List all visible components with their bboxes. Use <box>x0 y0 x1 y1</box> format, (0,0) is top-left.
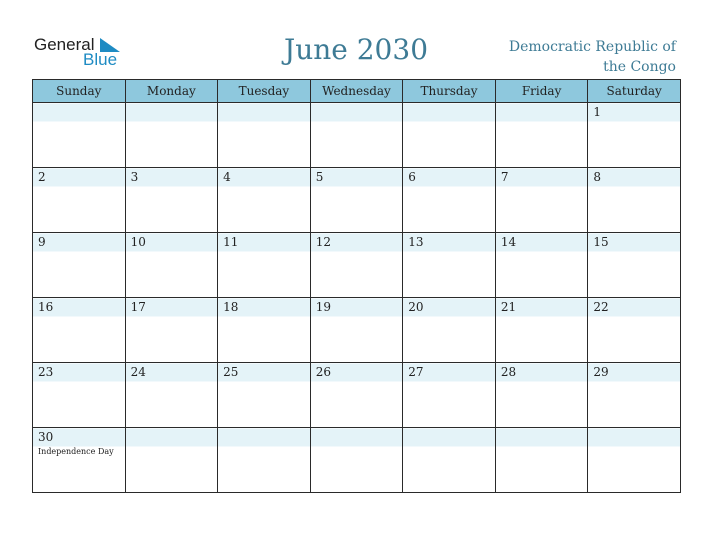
day-number: 6 <box>408 170 416 184</box>
day-cell <box>218 363 311 428</box>
day-number: 2 <box>38 170 46 184</box>
day-number <box>311 103 403 105</box>
day-number: 25 <box>223 365 239 379</box>
day-cell <box>218 428 311 493</box>
day-number: 27 <box>408 365 424 379</box>
weekday-header: Saturday <box>588 80 681 103</box>
day-number: 11 <box>223 235 239 249</box>
day-cell <box>588 103 681 168</box>
day-number: 4 <box>223 170 231 184</box>
day-cell <box>33 233 126 298</box>
weekday-header-row <box>33 80 681 103</box>
country-line-2: the Congo <box>603 59 676 75</box>
day-number: 16 <box>38 300 54 314</box>
day-cell <box>495 428 588 493</box>
day-cell <box>495 363 588 428</box>
day-number <box>218 428 310 430</box>
weekday-header: Wednesday <box>310 80 403 103</box>
day-number: 17 <box>130 300 146 314</box>
day-number: 7 <box>500 170 509 184</box>
day-cell <box>125 428 218 493</box>
day-cell <box>125 168 218 233</box>
day-cell <box>310 428 403 493</box>
day-number: 12 <box>315 235 331 249</box>
day-number: 18 <box>223 300 239 314</box>
day-number: 13 <box>408 235 424 249</box>
day-number <box>588 428 680 430</box>
week-row <box>33 428 681 493</box>
day-cell <box>588 363 681 428</box>
week-row <box>33 298 681 363</box>
day-number: 30 <box>38 430 54 444</box>
day-number: 5 <box>315 170 324 184</box>
day-number: 19 <box>315 300 331 314</box>
weekday-header: Sunday <box>33 80 126 103</box>
week-row <box>33 168 681 233</box>
day-cell <box>310 298 403 363</box>
day-cell <box>403 363 496 428</box>
generalblue-logo <box>34 36 124 70</box>
week-row <box>33 103 681 168</box>
day-number <box>33 103 125 105</box>
day-number <box>496 428 588 430</box>
day-number: 1 <box>593 105 602 119</box>
day-cell <box>218 103 311 168</box>
day-number: 23 <box>38 365 54 379</box>
day-cell <box>588 298 681 363</box>
day-cell <box>33 103 126 168</box>
day-number: 10 <box>130 235 146 249</box>
day-cell <box>403 233 496 298</box>
day-cell <box>403 428 496 493</box>
country-line-1: Democratic Republic of <box>508 39 676 55</box>
day-cell <box>125 363 218 428</box>
day-number: 21 <box>500 300 517 314</box>
day-cell <box>218 168 311 233</box>
day-number <box>126 428 218 430</box>
day-number: 24 <box>130 365 146 379</box>
weekday-header: Monday <box>125 80 218 103</box>
day-cell <box>495 233 588 298</box>
day-number: 29 <box>593 365 609 379</box>
day-cell <box>218 233 311 298</box>
day-cell <box>588 168 681 233</box>
day-number <box>311 428 403 430</box>
weekday-header: Friday <box>495 80 588 103</box>
day-cell <box>125 233 218 298</box>
day-number: 15 <box>593 235 609 249</box>
weekday-header: Thursday <box>403 80 496 103</box>
day-number: 26 <box>315 365 331 379</box>
week-row <box>33 233 681 298</box>
day-cell <box>495 298 588 363</box>
logo-text-general: General <box>34 35 95 54</box>
day-cell <box>588 233 681 298</box>
day-cell <box>403 168 496 233</box>
day-cell <box>403 298 496 363</box>
day-number: 3 <box>130 170 139 184</box>
week-row <box>33 363 681 428</box>
calendar-grid <box>32 79 681 493</box>
day-cell <box>33 428 126 493</box>
day-cell <box>218 298 311 363</box>
day-number <box>403 103 495 105</box>
day-number: 22 <box>593 300 609 314</box>
day-cell <box>403 103 496 168</box>
day-number <box>126 103 218 105</box>
day-cell <box>310 168 403 233</box>
day-cell <box>125 298 218 363</box>
day-cell <box>310 363 403 428</box>
day-cell <box>33 168 126 233</box>
day-cell <box>33 298 126 363</box>
day-cell <box>310 103 403 168</box>
logo-text-blue: Blue <box>83 50 118 69</box>
day-cell <box>125 103 218 168</box>
day-number <box>218 103 310 105</box>
day-cell <box>310 233 403 298</box>
day-number: 9 <box>38 235 46 249</box>
day-number: 8 <box>593 170 602 184</box>
day-cell <box>495 168 588 233</box>
holiday-label: Independence Day <box>38 447 114 456</box>
day-cell <box>495 103 588 168</box>
day-cell <box>588 428 681 493</box>
day-cell <box>33 363 126 428</box>
day-number <box>496 103 588 105</box>
day-number: 20 <box>408 300 424 314</box>
day-number: 14 <box>500 235 517 249</box>
page-title: June 2030 <box>283 33 429 66</box>
day-number: 28 <box>500 365 517 379</box>
day-number <box>403 428 495 430</box>
country-name <box>456 37 676 77</box>
weekday-header: Tuesday <box>218 80 311 103</box>
